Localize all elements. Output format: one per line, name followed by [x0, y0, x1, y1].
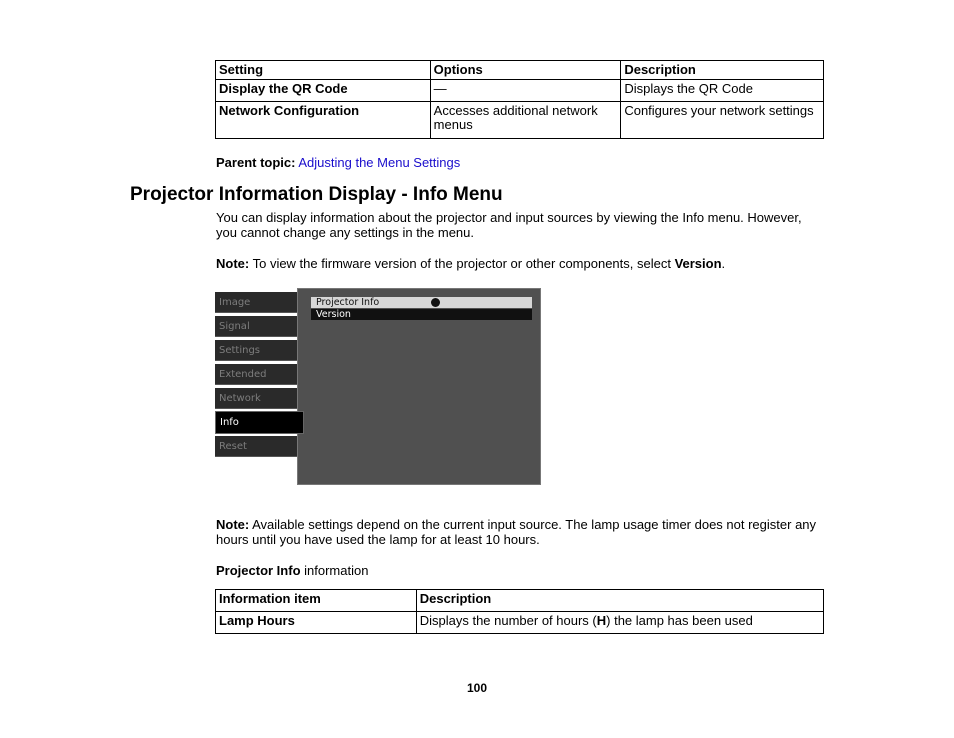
table-row — [216, 612, 824, 634]
desc-bold: H — [596, 613, 607, 628]
header-options: Options — [430, 61, 621, 80]
parent-topic-label: Parent topic: — [216, 155, 296, 170]
note-text: To view the firmware version of the projector or other components, select — [249, 256, 675, 271]
intro-paragraph: You can display information about the projector and input sources by viewing the Info menu. However, you cannot change any settings in the menu. — [216, 210, 802, 240]
header-information-item: Information item — [216, 590, 417, 612]
note-text: Available settings depend on the current input source. The lamp usage timer does not register any hours until you have used the lamp for at least 10 hours. — [216, 517, 817, 547]
caption-bold: Projector Info — [216, 563, 301, 578]
cell-item: Lamp Hours — [216, 612, 417, 634]
note-bold: Version — [674, 256, 722, 271]
note-label: Note: — [216, 517, 250, 532]
menu-tab-image: Image — [215, 292, 297, 313]
table-header-row — [216, 590, 824, 612]
menu-tab-extended: Extended — [215, 364, 297, 385]
cell-options: Accesses additional network menus — [430, 102, 621, 139]
table-row — [216, 102, 824, 139]
table-caption — [216, 563, 368, 578]
enter-icon — [431, 298, 440, 307]
caption-text: information — [300, 563, 369, 578]
cell-description: Displays the QR Code — [621, 80, 824, 102]
cell-setting: Network Configuration — [216, 102, 431, 139]
parent-topic — [216, 155, 460, 170]
page-number: 100 — [466, 681, 488, 695]
menu-tab-network: Network — [215, 388, 297, 409]
menu-tab-settings: Settings — [215, 340, 297, 361]
parent-topic-link[interactable]: Adjusting the Menu Settings — [298, 155, 461, 170]
menu-panel — [297, 288, 541, 485]
cell-setting: Display the QR Code — [216, 80, 431, 102]
menu-item-version: Version — [311, 309, 532, 320]
note-text-end: . — [721, 256, 726, 271]
header-description: Description — [621, 61, 824, 80]
cell-description: Configures your network settings — [621, 102, 824, 139]
menu-tab-signal: Signal — [215, 316, 297, 337]
header-description: Description — [416, 590, 823, 612]
desc-text-end: ) the lamp has been used — [606, 613, 753, 628]
note-lamp — [216, 517, 826, 547]
menu-item-label: Projector Info — [316, 297, 380, 308]
desc-text: Displays the number of hours ( — [419, 613, 597, 628]
note-version — [216, 256, 816, 271]
menu-tab-info: Info — [215, 411, 304, 434]
cell-description — [416, 612, 823, 634]
note-label: Note: — [216, 256, 250, 271]
section-title: Projector Information Display - Info Menu — [130, 184, 503, 205]
menu-item-projector-info — [311, 297, 532, 308]
table-header-row — [216, 61, 824, 80]
cell-options: — — [430, 80, 621, 102]
table-row — [216, 80, 824, 102]
info-table — [215, 589, 824, 634]
settings-table — [215, 60, 824, 139]
menu-tab-reset: Reset — [215, 436, 297, 457]
header-setting: Setting — [216, 61, 431, 80]
